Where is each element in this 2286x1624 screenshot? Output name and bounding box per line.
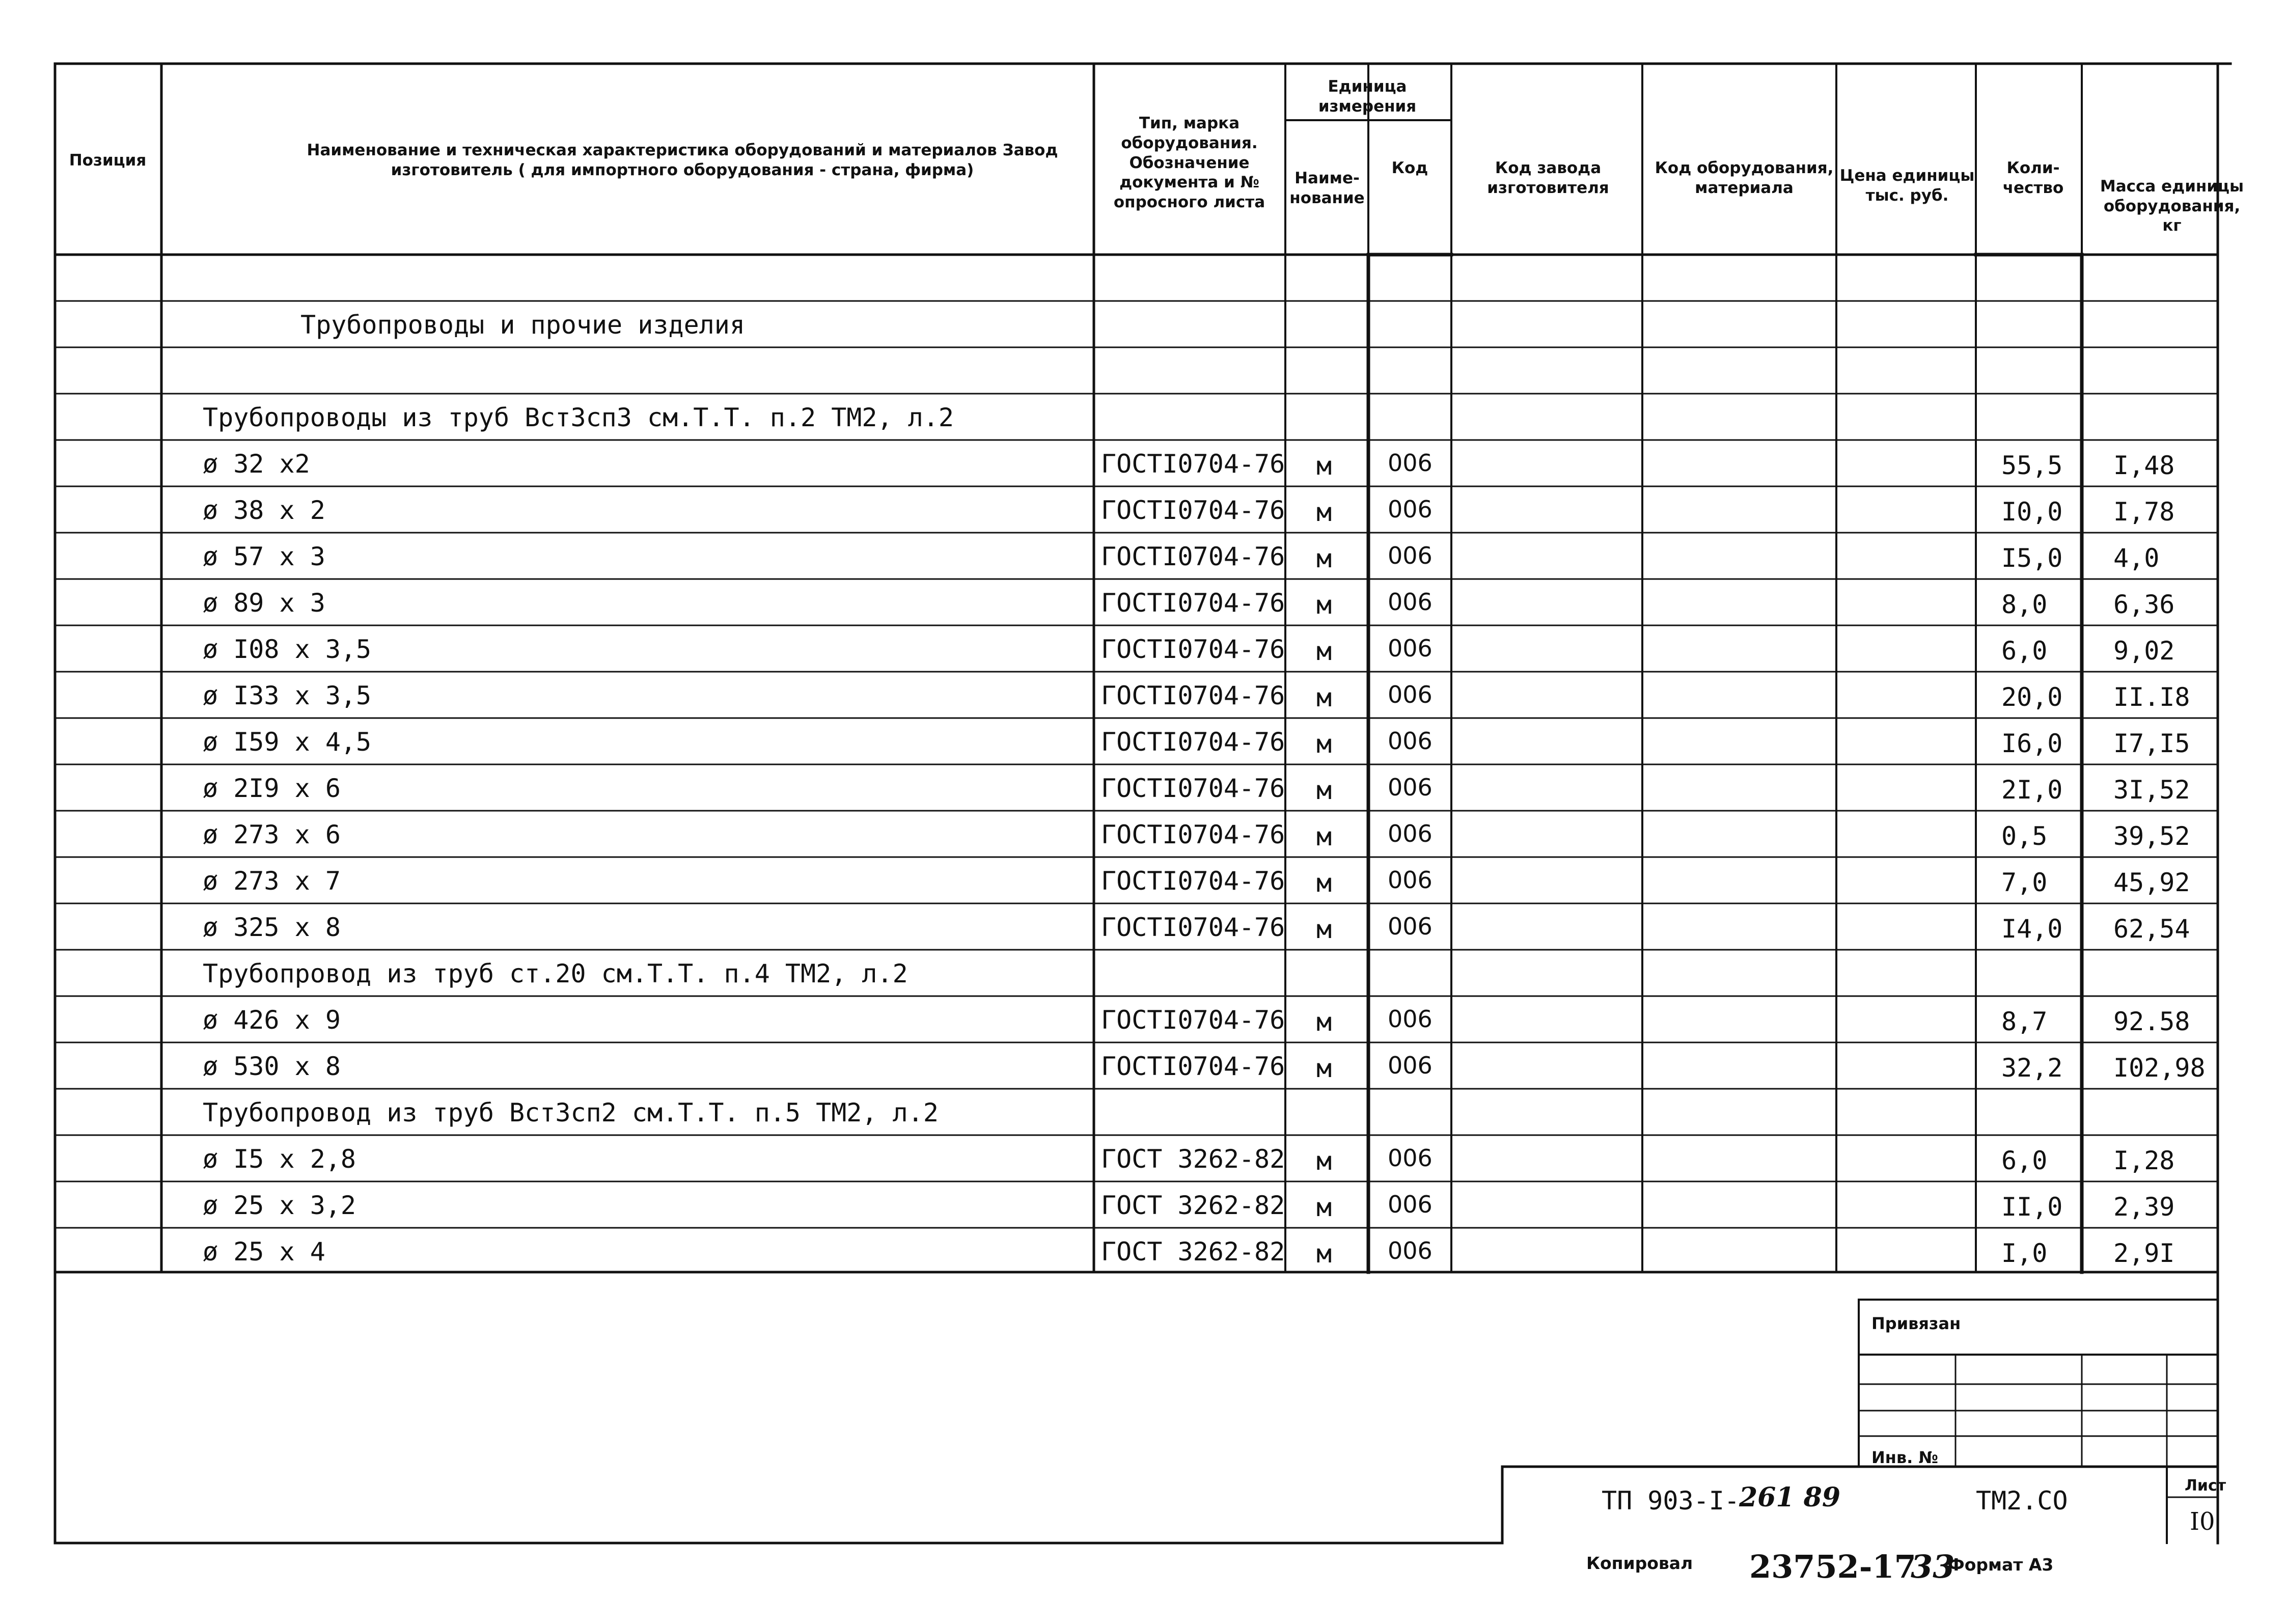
item-code: 006 — [1388, 866, 1433, 894]
item-mass: I02,98 — [2113, 1053, 2206, 1083]
item-unit: м — [1316, 1193, 1332, 1222]
header-price: Цена единицы тыс. руб. — [1839, 167, 1975, 205]
section-title: Трубопроводы и прочие изделия — [300, 310, 745, 340]
stamp-archive-number: 23752-17 — [1749, 1548, 1916, 1585]
item-unit: м — [1316, 776, 1332, 805]
item-code: 006 — [1388, 727, 1433, 755]
item-name: ø 426 х 9 — [203, 1005, 341, 1035]
item-document: ГОСТI0704-76 — [1101, 681, 1285, 710]
item-code: 006 — [1388, 635, 1433, 662]
item-document: ГОСТI0704-76 — [1101, 913, 1285, 942]
stamp-archive-suffix: 33 — [1911, 1548, 1955, 1585]
item-document: ГОСТ 3262-82 — [1101, 1191, 1285, 1220]
header-quantity: Коли- чество — [2002, 159, 2064, 197]
item-quantity: I5,0 — [2001, 543, 2063, 573]
stamp-bound-label: Привязан — [1871, 1314, 1961, 1333]
header-unit-code: Код — [1391, 158, 1428, 177]
item-document: ГОСТI0704-76 — [1101, 449, 1285, 479]
item-code: 006 — [1388, 1237, 1433, 1264]
item-quantity: 8,0 — [2001, 590, 2048, 619]
stamp-inv-label: Инв. № — [1871, 1448, 1938, 1467]
item-name: ø 32 х2 — [203, 449, 310, 479]
item-code: 006 — [1388, 588, 1433, 616]
item-document: ГОСТI0704-76 — [1101, 588, 1285, 618]
item-quantity: 0,5 — [2001, 821, 2048, 851]
item-name: Трубопровод из труб ст.20 см.Т.Т. п.4 ТМ2, л.2 — [203, 959, 908, 988]
item-unit: м — [1316, 822, 1332, 851]
item-unit: м — [1316, 637, 1332, 666]
item-code: 006 — [1388, 542, 1433, 569]
item-mass: 92.58 — [2113, 1007, 2190, 1036]
item-name: ø I5 х 2,8 — [203, 1144, 356, 1174]
item-unit: м — [1316, 1239, 1332, 1269]
item-document: ГОСТ 3262-82 — [1101, 1144, 1285, 1174]
header-equipment-code: Код оборудования, материала — [1655, 159, 1834, 197]
stamp-sheet-label: Лист — [2185, 1477, 2226, 1495]
item-quantity: 2I,0 — [2001, 775, 2063, 805]
item-document: ГОСТI0704-76 — [1101, 1052, 1285, 1081]
item-code: 006 — [1388, 681, 1433, 708]
item-name: ø 38 х 2 — [203, 496, 325, 525]
item-code: 006 — [1388, 496, 1433, 523]
item-code: 006 — [1388, 449, 1433, 477]
item-unit: м — [1316, 590, 1332, 620]
item-quantity: 6,0 — [2001, 636, 2048, 666]
header-mass: Масса единицы оборудования, кг — [2100, 177, 2244, 235]
item-unit: м — [1316, 498, 1332, 527]
item-unit: м — [1316, 544, 1332, 573]
stamp-project-code-handwritten: 261 89 — [1739, 1482, 1841, 1513]
item-quantity: II,0 — [2001, 1192, 2063, 1222]
item-name: ø 530 х 8 — [203, 1052, 341, 1081]
item-code: 006 — [1388, 820, 1433, 847]
item-code: 006 — [1388, 1144, 1433, 1172]
item-unit: м — [1316, 915, 1332, 944]
item-document: ГОСТI0704-76 — [1101, 635, 1285, 664]
item-code: 006 — [1388, 774, 1433, 801]
stamp-copied-label: Копировал — [1586, 1553, 1693, 1573]
item-quantity: 6,0 — [2001, 1146, 2048, 1175]
item-mass: 4,0 — [2113, 543, 2160, 573]
item-name: ø 25 х 4 — [203, 1237, 325, 1267]
item-name: ø 57 х 3 — [203, 542, 325, 571]
item-code: 006 — [1388, 1005, 1433, 1033]
item-quantity: I,0 — [2001, 1238, 2048, 1268]
item-document: ГОСТI0704-76 — [1101, 820, 1285, 849]
item-quantity: I0,0 — [2001, 497, 2063, 527]
item-quantity: 8,7 — [2001, 1007, 2048, 1036]
item-code: 006 — [1388, 1191, 1433, 1218]
item-document: ГОСТI0704-76 — [1101, 866, 1285, 896]
header-factory-code: Код завода изготовителя — [1487, 159, 1609, 197]
stamp-sheet-number: I0 — [2190, 1507, 2215, 1536]
item-quantity: I6,0 — [2001, 729, 2063, 758]
item-mass: I,48 — [2113, 451, 2175, 480]
item-name: ø 273 х 7 — [203, 866, 341, 896]
item-unit: м — [1316, 683, 1332, 712]
header-unit-name: Наиме- нование — [1289, 169, 1365, 207]
item-mass: I7,I5 — [2113, 729, 2190, 758]
item-mass: II.I8 — [2113, 682, 2190, 712]
item-name: ø I33 х 3,5 — [203, 681, 372, 710]
item-name: Трубопровод из труб ВстЗсп2 см.Т.Т. п.5 ТМ2, л.2 — [203, 1098, 939, 1127]
header-type-mark: Тип, марка оборудования. Обозначение документа и № опросного листа — [1113, 114, 1265, 212]
item-unit: м — [1316, 729, 1332, 759]
item-mass: 2,39 — [2113, 1192, 2175, 1222]
item-quantity: 55,5 — [2001, 451, 2063, 480]
item-mass: 45,92 — [2113, 868, 2190, 897]
stamp-format-label: Формат А3 — [1948, 1555, 2054, 1575]
stamp-drawing-code: ТМ2.СО — [1976, 1486, 2068, 1516]
item-name: ø I59 х 4,5 — [203, 727, 372, 757]
item-mass: 39,52 — [2113, 821, 2190, 851]
item-mass: 6,36 — [2113, 590, 2175, 619]
item-name: Трубопроводы из труб ВстЗспЗ см.Т.Т. п.2 ТМ2, л.2 — [203, 403, 954, 432]
item-unit: м — [1316, 868, 1332, 898]
item-code: 006 — [1388, 913, 1433, 940]
item-document: ГОСТI0704-76 — [1101, 1005, 1285, 1035]
item-unit: м — [1316, 1007, 1332, 1037]
item-mass: 9,02 — [2113, 636, 2175, 666]
header-name: Наименование и техническая характеристика оборудований и материалов Завод изготовитель ( для импортного оборудования - страна, фирма) — [307, 141, 1058, 179]
item-mass: I,28 — [2113, 1146, 2175, 1175]
item-quantity: 7,0 — [2001, 868, 2048, 897]
item-mass: I,78 — [2113, 497, 2175, 527]
item-name: ø 89 х 3 — [203, 588, 325, 618]
item-name: ø I08 х 3,5 — [203, 635, 372, 664]
item-document: ГОСТI0704-76 — [1101, 774, 1285, 803]
item-name: ø 325 х 8 — [203, 913, 341, 942]
item-code: 006 — [1388, 1052, 1433, 1079]
item-document: ГОСТ 3262-82 — [1101, 1237, 1285, 1267]
item-document: ГОСТI0704-76 — [1101, 542, 1285, 571]
item-mass: 3I,52 — [2113, 775, 2190, 805]
header-position: Позиция — [69, 151, 147, 170]
item-quantity: 20,0 — [2001, 682, 2063, 712]
item-quantity: 32,2 — [2001, 1053, 2063, 1083]
item-name: ø 25 х 3,2 — [203, 1191, 356, 1220]
item-mass: 2,9I — [2113, 1238, 2175, 1268]
item-unit: м — [1316, 451, 1332, 481]
stamp-project-code: ТП 903-I- — [1602, 1486, 1740, 1516]
item-unit: м — [1316, 1146, 1332, 1176]
item-unit: м — [1316, 1054, 1332, 1083]
header-unit-group: Единица измерения — [1318, 77, 1417, 116]
item-document: ГОСТI0704-76 — [1101, 727, 1285, 757]
item-mass: 62,54 — [2113, 914, 2190, 944]
item-name: ø 2I9 х 6 — [203, 774, 341, 803]
item-document: ГОСТI0704-76 — [1101, 496, 1285, 525]
item-name: ø 273 х 6 — [203, 820, 341, 849]
item-quantity: I4,0 — [2001, 914, 2063, 944]
